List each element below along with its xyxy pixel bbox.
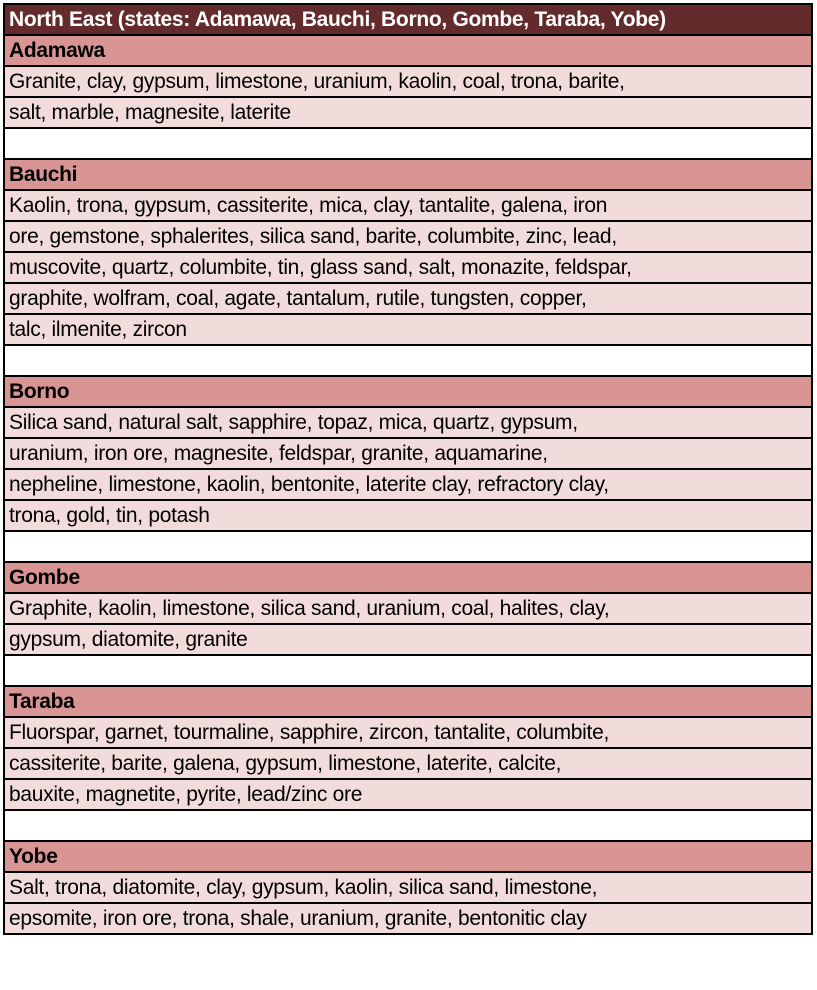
minerals-table-body	[4, 4, 812, 934]
spacer-cell	[4, 128, 812, 159]
state-name: Adamawa	[4, 35, 812, 66]
mineral-list-text: salt, marble, magnesite, laterite	[4, 97, 812, 128]
mineral-list-row	[4, 252, 812, 283]
mineral-list-text: Kaolin, trona, gypsum, cassiterite, mica, clay, tantalite, galena, iron	[4, 190, 812, 221]
mineral-list-row	[4, 283, 812, 314]
mineral-list-text: Salt, trona, diatomite, clay, gypsum, kaolin, silica sand, limestone,	[4, 872, 812, 903]
spacer-cell	[4, 531, 812, 562]
mineral-list-row	[4, 221, 812, 252]
mineral-list-text: uranium, iron ore, magnesite, feldspar, granite, aquamarine,	[4, 438, 812, 469]
mineral-list-text: bauxite, magnetite, pyrite, lead/zinc ore	[4, 779, 812, 810]
mineral-list-row	[4, 66, 812, 97]
mineral-list-row	[4, 593, 812, 624]
spacer-cell	[4, 345, 812, 376]
mineral-list-row	[4, 97, 812, 128]
state-name: Taraba	[4, 686, 812, 717]
state-header-row	[4, 159, 812, 190]
mineral-list-row	[4, 500, 812, 531]
mineral-list-text: gypsum, diatomite, granite	[4, 624, 812, 655]
state-header-row	[4, 841, 812, 872]
mineral-list-text: cassiterite, barite, galena, gypsum, limestone, laterite, calcite,	[4, 748, 812, 779]
mineral-list-text: ore, gemstone, sphalerites, silica sand, barite, columbite, zinc, lead,	[4, 221, 812, 252]
mineral-list-text: muscovite, quartz, columbite, tin, glass sand, salt, monazite, feldspar,	[4, 252, 812, 283]
mineral-list-text: graphite, wolfram, coal, agate, tantalum, rutile, tungsten, copper,	[4, 283, 812, 314]
state-name: Yobe	[4, 841, 812, 872]
mineral-list-text: nepheline, limestone, kaolin, bentonite, laterite clay, refractory clay,	[4, 469, 812, 500]
spacer-cell	[4, 655, 812, 686]
state-name: Gombe	[4, 562, 812, 593]
state-header-row	[4, 35, 812, 66]
mineral-list-text: epsomite, iron ore, trona, shale, uranium, granite, bentonitic clay	[4, 903, 812, 934]
table-title: North East (states: Adamawa, Bauchi, Borno, Gombe, Taraba, Yobe)	[4, 4, 812, 35]
mineral-list-row	[4, 779, 812, 810]
state-header-row	[4, 562, 812, 593]
mineral-list-row	[4, 407, 812, 438]
spacer-row	[4, 655, 812, 686]
mineral-list-text: Graphite, kaolin, limestone, silica sand, uranium, coal, halites, clay,	[4, 593, 812, 624]
spacer-cell	[4, 810, 812, 841]
spacer-row	[4, 128, 812, 159]
spacer-row	[4, 345, 812, 376]
mineral-list-text: Silica sand, natural salt, sapphire, topaz, mica, quartz, gypsum,	[4, 407, 812, 438]
state-header-row	[4, 376, 812, 407]
minerals-table	[3, 3, 813, 935]
spacer-row	[4, 531, 812, 562]
mineral-list-row	[4, 748, 812, 779]
state-name: Borno	[4, 376, 812, 407]
state-name: Bauchi	[4, 159, 812, 190]
mineral-list-row	[4, 190, 812, 221]
mineral-list-row	[4, 438, 812, 469]
title-row	[4, 4, 812, 35]
mineral-list-row	[4, 903, 812, 934]
mineral-list-row	[4, 624, 812, 655]
mineral-list-text: trona, gold, tin, potash	[4, 500, 812, 531]
mineral-list-row	[4, 314, 812, 345]
mineral-list-row	[4, 717, 812, 748]
mineral-list-text: talc, ilmenite, zircon	[4, 314, 812, 345]
mineral-list-text: Granite, clay, gypsum, limestone, uranium, kaolin, coal, trona, barite,	[4, 66, 812, 97]
state-header-row	[4, 686, 812, 717]
mineral-list-text: Fluorspar, garnet, tourmaline, sapphire, zircon, tantalite, columbite,	[4, 717, 812, 748]
mineral-list-row	[4, 469, 812, 500]
spacer-row	[4, 810, 812, 841]
mineral-list-row	[4, 872, 812, 903]
